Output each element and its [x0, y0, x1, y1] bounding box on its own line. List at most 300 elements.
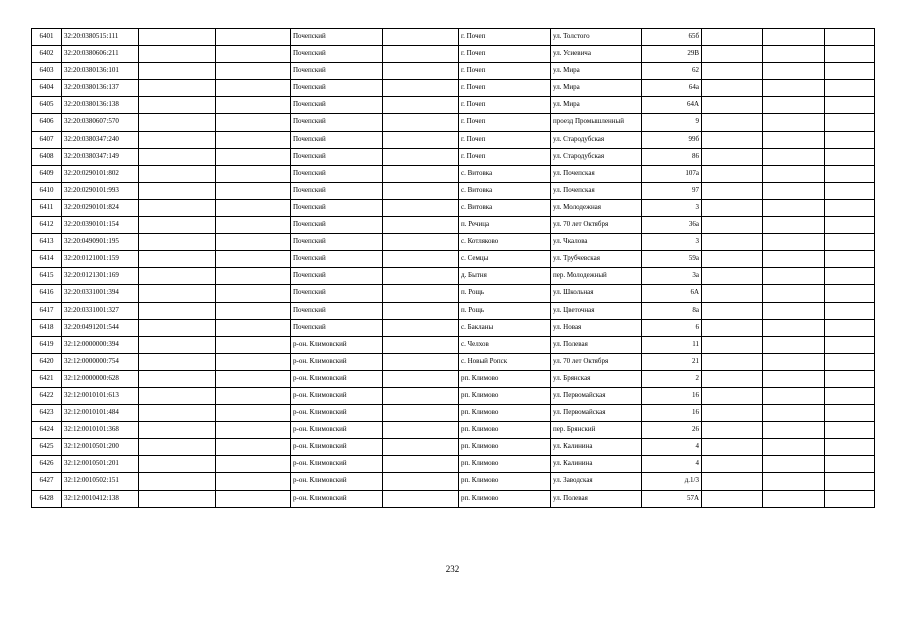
house-number-cell: 97 [642, 182, 702, 199]
empty-cell [139, 217, 216, 234]
house-number-cell: 57А [642, 490, 702, 507]
empty-cell [702, 217, 763, 234]
empty-cell [702, 456, 763, 473]
empty-cell [763, 182, 825, 199]
district-cell: Почепский [291, 234, 383, 251]
locality-cell: с. Витовка [459, 165, 551, 182]
row-number-cell: 6413 [32, 234, 62, 251]
cadastral-number-cell: 32:20:0380347:240 [62, 131, 139, 148]
street-cell: ул. Чкалова [551, 234, 642, 251]
district-cell: р-он. Климовский [291, 336, 383, 353]
cadastral-number-cell: 32:20:0290101:824 [62, 199, 139, 216]
cadastral-number-cell: 32:20:0390101:154 [62, 217, 139, 234]
empty-cell [763, 251, 825, 268]
empty-cell [825, 473, 875, 490]
street-cell: ул. Заводская [551, 473, 642, 490]
empty-cell [216, 422, 291, 439]
empty-cell [763, 490, 825, 507]
row-number-cell: 6410 [32, 182, 62, 199]
street-cell: ул. Молодежная [551, 199, 642, 216]
street-cell: ул. Почепская [551, 165, 642, 182]
row-number-cell: 6420 [32, 353, 62, 370]
empty-cell [825, 490, 875, 507]
table-row [32, 473, 875, 490]
empty-cell [139, 353, 216, 370]
empty-cell [763, 405, 825, 422]
empty-cell [383, 319, 459, 336]
empty-cell [216, 217, 291, 234]
locality-cell: г. Почеп [459, 148, 551, 165]
empty-cell [383, 97, 459, 114]
district-cell: р-он. Климовский [291, 422, 383, 439]
empty-cell [216, 370, 291, 387]
empty-cell [763, 387, 825, 404]
house-number-cell: 16 [642, 387, 702, 404]
empty-cell [825, 387, 875, 404]
empty-cell [139, 336, 216, 353]
empty-cell [383, 302, 459, 319]
district-cell: Почепский [291, 46, 383, 63]
table-row [32, 456, 875, 473]
table-row [32, 302, 875, 319]
empty-cell [139, 387, 216, 404]
district-cell: Почепский [291, 80, 383, 97]
empty-cell [383, 29, 459, 46]
empty-cell [383, 285, 459, 302]
district-cell: Почепский [291, 319, 383, 336]
house-number-cell: д.1/3 [642, 473, 702, 490]
empty-cell [702, 148, 763, 165]
empty-cell [825, 97, 875, 114]
table-row [32, 439, 875, 456]
locality-cell: рп. Климово [459, 422, 551, 439]
empty-cell [216, 46, 291, 63]
empty-cell [383, 114, 459, 131]
locality-cell: с. Новый Ропск [459, 353, 551, 370]
empty-cell [825, 405, 875, 422]
district-cell: Почепский [291, 182, 383, 199]
locality-cell: п. Рощь [459, 285, 551, 302]
empty-cell [763, 217, 825, 234]
district-cell: Почепский [291, 114, 383, 131]
table-row [32, 422, 875, 439]
empty-cell [702, 370, 763, 387]
cadastral-number-cell: 32:20:0121001:159 [62, 251, 139, 268]
locality-cell: с. Челхов [459, 336, 551, 353]
empty-cell [383, 234, 459, 251]
empty-cell [383, 490, 459, 507]
cadastral-number-cell: 32:20:0380136:137 [62, 80, 139, 97]
table-row [32, 217, 875, 234]
empty-cell [825, 165, 875, 182]
empty-cell [763, 199, 825, 216]
district-cell: р-он. Климовский [291, 456, 383, 473]
row-number-cell: 6412 [32, 217, 62, 234]
empty-cell [139, 97, 216, 114]
district-cell: Почепский [291, 148, 383, 165]
locality-cell: г. Почеп [459, 29, 551, 46]
empty-cell [825, 456, 875, 473]
locality-cell: г. Почеп [459, 114, 551, 131]
empty-cell [763, 80, 825, 97]
street-cell: ул. Первомайская [551, 387, 642, 404]
house-number-cell: 99б [642, 131, 702, 148]
row-number-cell: 6401 [32, 29, 62, 46]
house-number-cell: 6А [642, 285, 702, 302]
empty-cell [825, 114, 875, 131]
street-cell: ул. Стародубская [551, 148, 642, 165]
table-row [32, 63, 875, 80]
row-number-cell: 6415 [32, 268, 62, 285]
locality-cell: г. Почеп [459, 63, 551, 80]
row-number-cell: 6411 [32, 199, 62, 216]
cadastral-number-cell: 32:20:0331001:394 [62, 285, 139, 302]
empty-cell [763, 422, 825, 439]
locality-cell: рп. Климово [459, 490, 551, 507]
cadastral-number-cell: 32:20:0331001:327 [62, 302, 139, 319]
table-row [32, 336, 875, 353]
empty-cell [702, 439, 763, 456]
empty-cell [139, 439, 216, 456]
cadastral-number-cell: 32:20:0121301:169 [62, 268, 139, 285]
empty-cell [763, 353, 825, 370]
house-number-cell: 62 [642, 63, 702, 80]
empty-cell [216, 114, 291, 131]
row-number-cell: 6403 [32, 63, 62, 80]
empty-cell [825, 29, 875, 46]
empty-cell [702, 199, 763, 216]
row-number-cell: 6416 [32, 285, 62, 302]
district-cell: Почепский [291, 97, 383, 114]
street-cell: ул. Школьная [551, 285, 642, 302]
empty-cell [763, 46, 825, 63]
row-number-cell: 6417 [32, 302, 62, 319]
empty-cell [139, 456, 216, 473]
table-row [32, 285, 875, 302]
locality-cell: рп. Климово [459, 387, 551, 404]
house-number-cell: 3а [642, 268, 702, 285]
empty-cell [216, 165, 291, 182]
house-number-cell: 29В [642, 46, 702, 63]
empty-cell [383, 131, 459, 148]
empty-cell [383, 422, 459, 439]
district-cell: Почепский [291, 251, 383, 268]
empty-cell [216, 199, 291, 216]
empty-cell [216, 29, 291, 46]
house-number-cell: 64а [642, 80, 702, 97]
district-cell: Почепский [291, 199, 383, 216]
house-number-cell: 3 [642, 234, 702, 251]
empty-cell [383, 456, 459, 473]
locality-cell: г. Почеп [459, 97, 551, 114]
table-row [32, 182, 875, 199]
empty-cell [825, 370, 875, 387]
cadastral-number-cell: 32:20:0490901:195 [62, 234, 139, 251]
locality-cell: с. Семцы [459, 251, 551, 268]
empty-cell [216, 387, 291, 404]
street-cell: ул. Калинина [551, 439, 642, 456]
empty-cell [383, 473, 459, 490]
empty-cell [763, 268, 825, 285]
street-cell: ул. Мира [551, 63, 642, 80]
street-cell: ул. Мира [551, 97, 642, 114]
row-number-cell: 6426 [32, 456, 62, 473]
empty-cell [216, 302, 291, 319]
street-cell: ул. Толстого [551, 29, 642, 46]
district-cell: Почепский [291, 217, 383, 234]
cadastral-number-cell: 32:12:0010101:613 [62, 387, 139, 404]
empty-cell [825, 199, 875, 216]
empty-cell [383, 148, 459, 165]
empty-cell [763, 473, 825, 490]
empty-cell [825, 336, 875, 353]
street-cell: ул. 70 лет Октября [551, 353, 642, 370]
cadastral-number-cell: 32:12:0000000:754 [62, 353, 139, 370]
empty-cell [825, 251, 875, 268]
street-cell: ул. Калинина [551, 456, 642, 473]
empty-cell [216, 182, 291, 199]
empty-cell [383, 353, 459, 370]
cadastral-number-cell: 32:20:0290101:802 [62, 165, 139, 182]
empty-cell [702, 353, 763, 370]
district-cell: р-он. Климовский [291, 473, 383, 490]
empty-cell [702, 251, 763, 268]
house-number-cell: 16 [642, 405, 702, 422]
empty-cell [216, 456, 291, 473]
row-number-cell: 6425 [32, 439, 62, 456]
empty-cell [702, 405, 763, 422]
cadastral-number-cell: 32:20:0380136:138 [62, 97, 139, 114]
table-row [32, 387, 875, 404]
cadastral-number-cell: 32:12:0010101:484 [62, 405, 139, 422]
empty-cell [825, 302, 875, 319]
empty-cell [139, 63, 216, 80]
empty-cell [216, 405, 291, 422]
cadastral-number-cell: 32:12:0010501:201 [62, 456, 139, 473]
table-row [32, 405, 875, 422]
empty-cell [825, 182, 875, 199]
empty-cell [139, 405, 216, 422]
empty-cell [383, 182, 459, 199]
street-cell: ул. 70 лет Октября [551, 217, 642, 234]
empty-cell [702, 131, 763, 148]
empty-cell [702, 319, 763, 336]
empty-cell [763, 439, 825, 456]
district-cell: Почепский [291, 302, 383, 319]
row-number-cell: 6427 [32, 473, 62, 490]
district-cell: Почепский [291, 165, 383, 182]
empty-cell [383, 251, 459, 268]
cadastral-number-cell: 32:20:0380515:111 [62, 29, 139, 46]
empty-cell [139, 165, 216, 182]
empty-cell [825, 46, 875, 63]
house-number-cell: 107а [642, 165, 702, 182]
table-row [32, 131, 875, 148]
house-number-cell: 3 [642, 199, 702, 216]
district-cell: р-он. Климовский [291, 405, 383, 422]
street-cell: ул. Трубчевская [551, 251, 642, 268]
cadastral-number-cell: 32:20:0290101:993 [62, 182, 139, 199]
house-number-cell: 2 [642, 370, 702, 387]
empty-cell [825, 268, 875, 285]
street-cell: ул. Первомайская [551, 405, 642, 422]
empty-cell [139, 29, 216, 46]
empty-cell [702, 234, 763, 251]
locality-cell: г. Почеп [459, 46, 551, 63]
table-row [32, 46, 875, 63]
empty-cell [383, 217, 459, 234]
empty-cell [383, 439, 459, 456]
empty-cell [763, 234, 825, 251]
empty-cell [139, 302, 216, 319]
empty-cell [139, 422, 216, 439]
empty-cell [702, 29, 763, 46]
table-row [32, 148, 875, 165]
house-number-cell: 64А [642, 97, 702, 114]
empty-cell [702, 285, 763, 302]
empty-cell [139, 490, 216, 507]
empty-cell [702, 46, 763, 63]
empty-cell [139, 268, 216, 285]
empty-cell [139, 46, 216, 63]
house-number-cell: 11 [642, 336, 702, 353]
house-number-cell: 8а [642, 302, 702, 319]
empty-cell [383, 387, 459, 404]
empty-cell [825, 131, 875, 148]
table-row [32, 29, 875, 46]
empty-cell [763, 114, 825, 131]
empty-cell [383, 199, 459, 216]
empty-cell [702, 387, 763, 404]
empty-cell [825, 439, 875, 456]
empty-cell [825, 353, 875, 370]
empty-cell [825, 234, 875, 251]
locality-cell: рп. Климово [459, 439, 551, 456]
cadastral-number-cell: 32:12:0010412:138 [62, 490, 139, 507]
locality-cell: г. Почеп [459, 131, 551, 148]
row-number-cell: 6408 [32, 148, 62, 165]
empty-cell [383, 46, 459, 63]
house-number-cell: 6 [642, 319, 702, 336]
district-cell: Почепский [291, 63, 383, 80]
empty-cell [825, 422, 875, 439]
street-cell: ул. Полевая [551, 490, 642, 507]
empty-cell [139, 114, 216, 131]
table-row [32, 199, 875, 216]
table-row [32, 165, 875, 182]
street-cell: пер. Молодежный [551, 268, 642, 285]
empty-cell [139, 148, 216, 165]
empty-cell [825, 80, 875, 97]
street-cell: ул. Брянская [551, 370, 642, 387]
empty-cell [825, 148, 875, 165]
empty-cell [702, 165, 763, 182]
district-cell: Почепский [291, 285, 383, 302]
empty-cell [216, 285, 291, 302]
empty-cell [763, 336, 825, 353]
empty-cell [763, 456, 825, 473]
row-number-cell: 6402 [32, 46, 62, 63]
locality-cell: рп. Климово [459, 405, 551, 422]
empty-cell [139, 199, 216, 216]
district-cell: Почепский [291, 131, 383, 148]
street-cell: ул. Цветочная [551, 302, 642, 319]
table-row [32, 80, 875, 97]
empty-cell [702, 63, 763, 80]
district-cell: р-он. Климовский [291, 353, 383, 370]
table-row [32, 353, 875, 370]
table-row [32, 268, 875, 285]
empty-cell [763, 63, 825, 80]
empty-cell [702, 302, 763, 319]
empty-cell [763, 97, 825, 114]
empty-cell [702, 422, 763, 439]
empty-cell [383, 80, 459, 97]
empty-cell [139, 473, 216, 490]
street-cell: ул. Стародубская [551, 131, 642, 148]
empty-cell [216, 268, 291, 285]
table-body [32, 29, 875, 508]
row-number-cell: 6423 [32, 405, 62, 422]
empty-cell [383, 405, 459, 422]
empty-cell [216, 80, 291, 97]
empty-cell [139, 131, 216, 148]
empty-cell [216, 473, 291, 490]
house-number-cell: 59а [642, 251, 702, 268]
house-number-cell: 26 [642, 422, 702, 439]
empty-cell [216, 234, 291, 251]
district-cell: р-он. Климовский [291, 490, 383, 507]
empty-cell [216, 97, 291, 114]
row-number-cell: 6405 [32, 97, 62, 114]
empty-cell [139, 234, 216, 251]
locality-cell: д. Бытня [459, 268, 551, 285]
house-number-cell: 36а [642, 217, 702, 234]
locality-cell: рп. Климово [459, 370, 551, 387]
empty-cell [763, 165, 825, 182]
row-number-cell: 6421 [32, 370, 62, 387]
empty-cell [216, 353, 291, 370]
empty-cell [216, 148, 291, 165]
page-number: 232 [445, 564, 460, 574]
locality-cell: рп. Климово [459, 473, 551, 490]
table-row [32, 370, 875, 387]
street-cell: ул. Новая [551, 319, 642, 336]
empty-cell [702, 473, 763, 490]
empty-cell [763, 302, 825, 319]
empty-cell [825, 319, 875, 336]
row-number-cell: 6424 [32, 422, 62, 439]
empty-cell [383, 63, 459, 80]
district-cell: Почепский [291, 268, 383, 285]
empty-cell [763, 370, 825, 387]
street-cell: ул. Усиевича [551, 46, 642, 63]
empty-cell [702, 80, 763, 97]
empty-cell [763, 285, 825, 302]
empty-cell [763, 29, 825, 46]
table-row [32, 114, 875, 131]
empty-cell [763, 131, 825, 148]
row-number-cell: 6414 [32, 251, 62, 268]
empty-cell [825, 285, 875, 302]
street-cell: проезд Промышленный [551, 114, 642, 131]
cadastral-number-cell: 32:12:0000000:394 [62, 336, 139, 353]
empty-cell [139, 370, 216, 387]
cadastral-number-cell: 32:12:0010501:200 [62, 439, 139, 456]
house-number-cell: 4 [642, 456, 702, 473]
cadastral-number-cell: 32:12:0010101:368 [62, 422, 139, 439]
locality-cell: п. Рощь [459, 302, 551, 319]
